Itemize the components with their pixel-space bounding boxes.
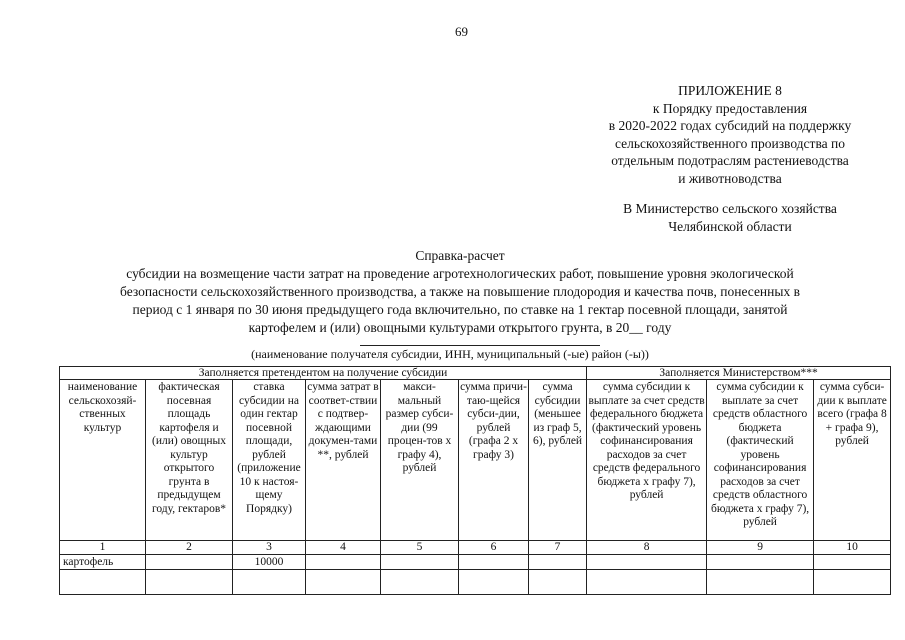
title-line: безопасности сельскохозяйственного производства, а также на повышение плодородия и качества почв, понесенных в: [120, 284, 800, 299]
column-number: 2: [146, 541, 233, 555]
column-number: 3: [233, 541, 306, 555]
cell-total[interactable]: [814, 555, 891, 570]
cell-empty[interactable]: [587, 570, 707, 595]
cell-crop[interactable]: картофель: [60, 555, 146, 570]
addressee-line: В Министерство сельского хозяйства: [623, 201, 837, 216]
appendix-line: и животноводства: [678, 170, 782, 186]
recipient-caption: (наименование получателя субсидии, ИНН, муниципальный (-ые) район (-ы)): [251, 347, 649, 361]
calculation-table: [59, 366, 891, 595]
column-header-rate: ставка субсидии на один гектар посевной площади, рублей (приложение 10 к настоя-щему Порядку): [233, 380, 306, 541]
appendix-line: к Порядку предоставления: [652, 100, 808, 116]
appendix-line: отдельным подотраслям растениеводства: [611, 153, 849, 168]
column-number: 7: [529, 541, 587, 555]
recipient-fill-line[interactable]: [360, 345, 600, 346]
cell-empty[interactable]: [814, 570, 891, 595]
column-number: 10: [814, 541, 891, 555]
cell-empty[interactable]: [707, 570, 814, 595]
column-number: 6: [459, 541, 529, 555]
title-line: период с 1 января по 30 июня предыдущего года включительно, по ставке на 1 гектар посевной площади, занятой: [132, 302, 788, 317]
column-header-federal: сумма субсидии к выплате за счет средств федерального бюджета (фактический уровень софинансирования расходов за счет средств федерального бюджета х графу 7), рублей: [587, 380, 707, 541]
table-row: [60, 555, 891, 570]
cell-empty[interactable]: [146, 570, 233, 595]
column-header-max-subsidy: макси-мальный размер субси-дии (99 процен-тов х графу 4), рублей: [381, 380, 459, 541]
column-number: 4: [306, 541, 381, 555]
title-line: субсидии на возмещение части затрат на проведение агротехнологических работ, повышение уровня экологической: [126, 266, 794, 281]
column-header-subsidy: сумма субсидии (меньшее из граф 5, 6), рублей: [529, 380, 587, 541]
column-header-regional: сумма субсидии к выплате за счет средств областного бюджета (фактический уровень софинансирования расходов за счет средств областного бюджета х графу 7), рублей: [707, 380, 814, 541]
cell-empty[interactable]: [233, 570, 306, 595]
cell-costs[interactable]: [306, 555, 381, 570]
column-number: 9: [707, 541, 814, 555]
column-header-due-subsidy: сумма причи-таю-щейся субси-дии, рублей (графа 2 х графу 3): [459, 380, 529, 541]
cell-empty[interactable]: [60, 570, 146, 595]
column-header-costs: сумма затрат в соответ-ствии с подтвер-ждающими докумен-тами **, рублей: [306, 380, 381, 541]
cell-due-subsidy[interactable]: [459, 555, 529, 570]
cell-empty[interactable]: [381, 570, 459, 595]
document-title: [70, 247, 850, 337]
cell-area[interactable]: [146, 555, 233, 570]
cell-regional[interactable]: [707, 555, 814, 570]
cell-federal[interactable]: [587, 555, 707, 570]
cell-empty[interactable]: [459, 570, 529, 595]
cell-rate[interactable]: 10000: [233, 555, 306, 570]
column-header-crop: наименование сельскохозяй-ственных культур: [60, 380, 146, 541]
column-number: 5: [381, 541, 459, 555]
table-row-empty: [60, 570, 891, 595]
column-header-area: фактическая посевная площадь картофеля и (или) овощных культур открытого грунта в предыдущем году, гектаров*: [146, 380, 233, 541]
appendix-block: [560, 82, 900, 187]
ministry-group-header: Заполняется Министерством***: [587, 367, 891, 380]
column-number: 8: [587, 541, 707, 555]
appendix-line: в 2020-2022 годах субсидий на поддержку: [608, 118, 852, 133]
column-number: 1: [60, 541, 146, 555]
addressee-line: Челябинской области: [668, 218, 792, 234]
cell-max-subsidy[interactable]: [381, 555, 459, 570]
document-heading: Справка-расчет: [415, 248, 505, 263]
page-number: 69: [455, 24, 468, 39]
cell-empty[interactable]: [529, 570, 587, 595]
title-line: картофелем и (или) овощными культурами открытого грунта, в 20__ году: [248, 320, 672, 335]
addressee-block: [560, 200, 900, 235]
cell-subsidy[interactable]: [529, 555, 587, 570]
applicant-group-header: Заполняется претендентом на получение субсидии: [60, 367, 587, 380]
appendix-line: сельскохозяйственного производства по: [614, 135, 845, 151]
appendix-title: ПРИЛОЖЕНИЕ 8: [678, 83, 782, 98]
column-header-total: сумма субси-дии к выплате всего (графа 8 + графа 9), рублей: [814, 380, 891, 541]
cell-empty[interactable]: [306, 570, 381, 595]
